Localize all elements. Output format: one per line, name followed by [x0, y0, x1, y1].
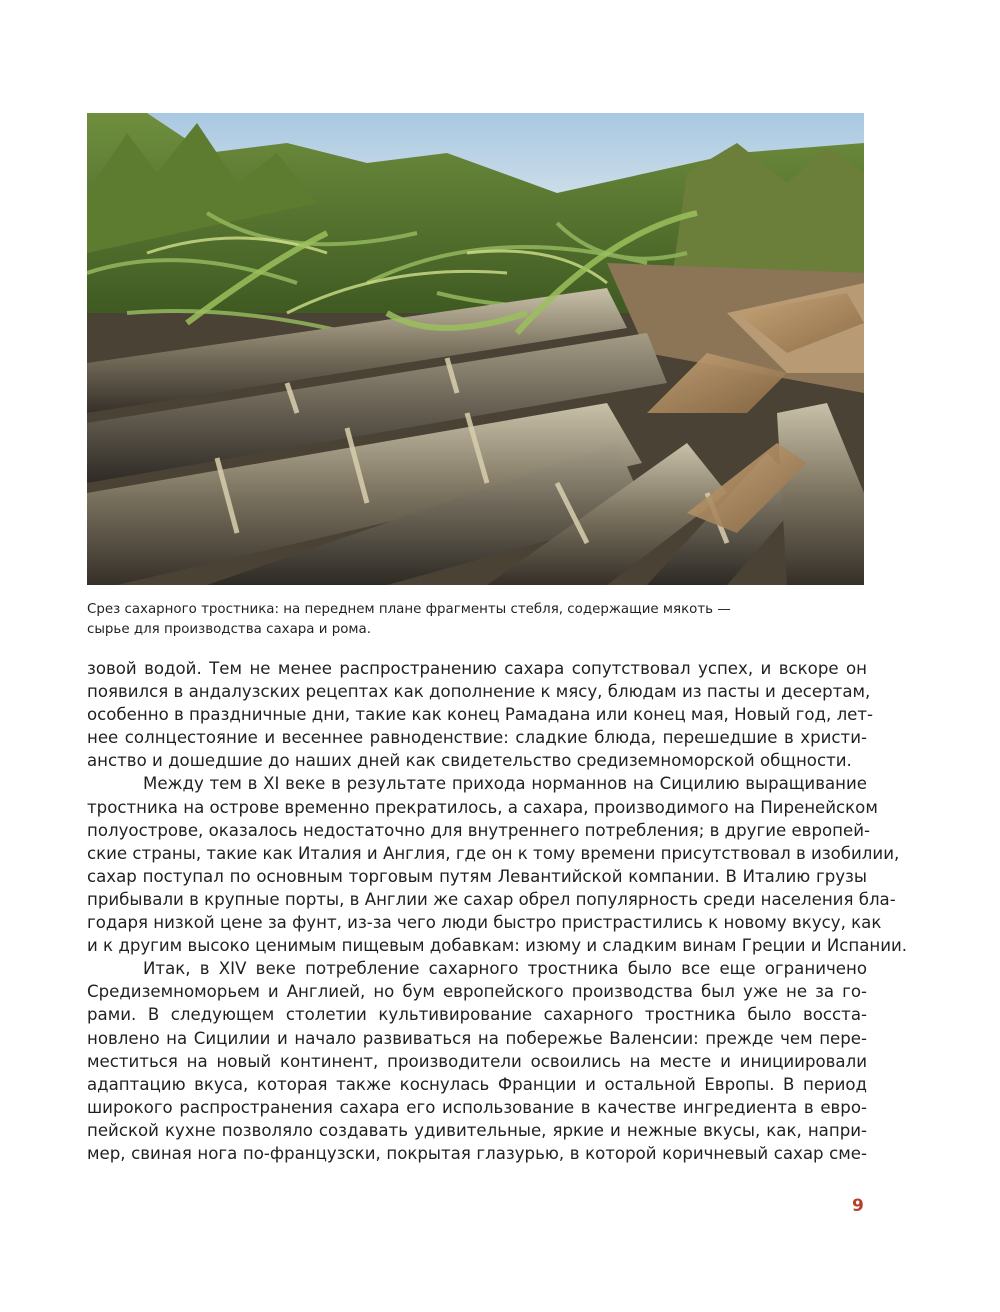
- text-line: и к другим высоко ценимым пищевым добавкам: изюму и сладким винам Греции и Испании.: [87, 936, 908, 956]
- text-line: нее солнцестояние и весеннее равноденствие: сладкие блюда, перешедшие в христи-: [87, 728, 867, 748]
- text-line: адаптацию вкуса, которая также коснулась Франции и остальной Европы. В период: [87, 1074, 867, 1094]
- text-line: годаря низкой цене за фунт, из-за чего люди быстро пристрастились к новому вкусу, как: [87, 913, 882, 933]
- text-line: анство и дошедшие до наших дней как свидетельство средиземноморской общности.: [87, 751, 852, 771]
- caption-line: Срез сахарного тростника: на переднем плане фрагменты стебля, содержащие мякоть —: [87, 602, 731, 617]
- text-line: меститься на новый континент, производители освоились на месте и инициировали: [87, 1051, 867, 1071]
- text-line: рами. В следующем столетии культивирование сахарного тростника было восста-: [87, 1005, 867, 1025]
- text-line: зовой водой. Тем не менее распространению сахара сопутствовал успех, и вскоре он: [87, 659, 867, 678]
- sugarcane-illustration: [87, 113, 864, 585]
- text-line: Между тем в XI веке в результате прихода норманнов на Сицилию выращивание: [143, 774, 867, 794]
- text-line: сахар поступал по основным торговым путям Левантийской компании. В Италию грузы: [87, 866, 867, 886]
- text-line: прибывали в крупные порты, в Англии же сахар обрел популярность среди населения бла-: [87, 889, 896, 909]
- text-line: полуострове, оказалось недостаточно для внутреннего потребления; в другие европей-: [87, 820, 870, 840]
- text-line: широкого распространения сахара его использование в качестве ингредиента в евро-: [87, 1097, 867, 1117]
- text-line: пейской кухне позволяло создавать удивительные, яркие и нежные вкусы, как, напри-: [87, 1120, 867, 1140]
- sugarcane-photo: [87, 113, 864, 585]
- photo-caption: [87, 600, 847, 640]
- page-number: 9: [852, 1196, 864, 1216]
- text-line: появился в андалузских рецептах как дополнение к мясу, блюдам из пасты и десертам,: [87, 682, 871, 702]
- text-line: ские страны, такие как Италия и Англия, где он к тому времени присутствовал в изобилии,: [87, 843, 900, 863]
- text-line: тростника на острове временно прекратилось, а сахара, производимого на Пиренейском: [87, 797, 878, 817]
- body-text: [87, 657, 908, 1165]
- text-line: Итак, в XIV веке потребление сахарного тростника было все еще ограничено: [143, 959, 867, 979]
- text-line: новлено на Сицилии и начало развиваться на побережье Валенсии: прежде чем пере-: [87, 1028, 867, 1048]
- caption-line: сырье для производства сахара и рома.: [87, 622, 371, 637]
- text-line: мер, свиная нога по-французски, покрытая глазурью, в которой коричневый сахар сме-: [87, 1143, 867, 1163]
- text-line: Средиземноморьем и Англией, но бум европейского производства был уже не за го-: [87, 982, 867, 1002]
- text-line: особенно в праздничные дни, такие как конец Рамадана или конец мая, Новый год, лет-: [87, 705, 874, 725]
